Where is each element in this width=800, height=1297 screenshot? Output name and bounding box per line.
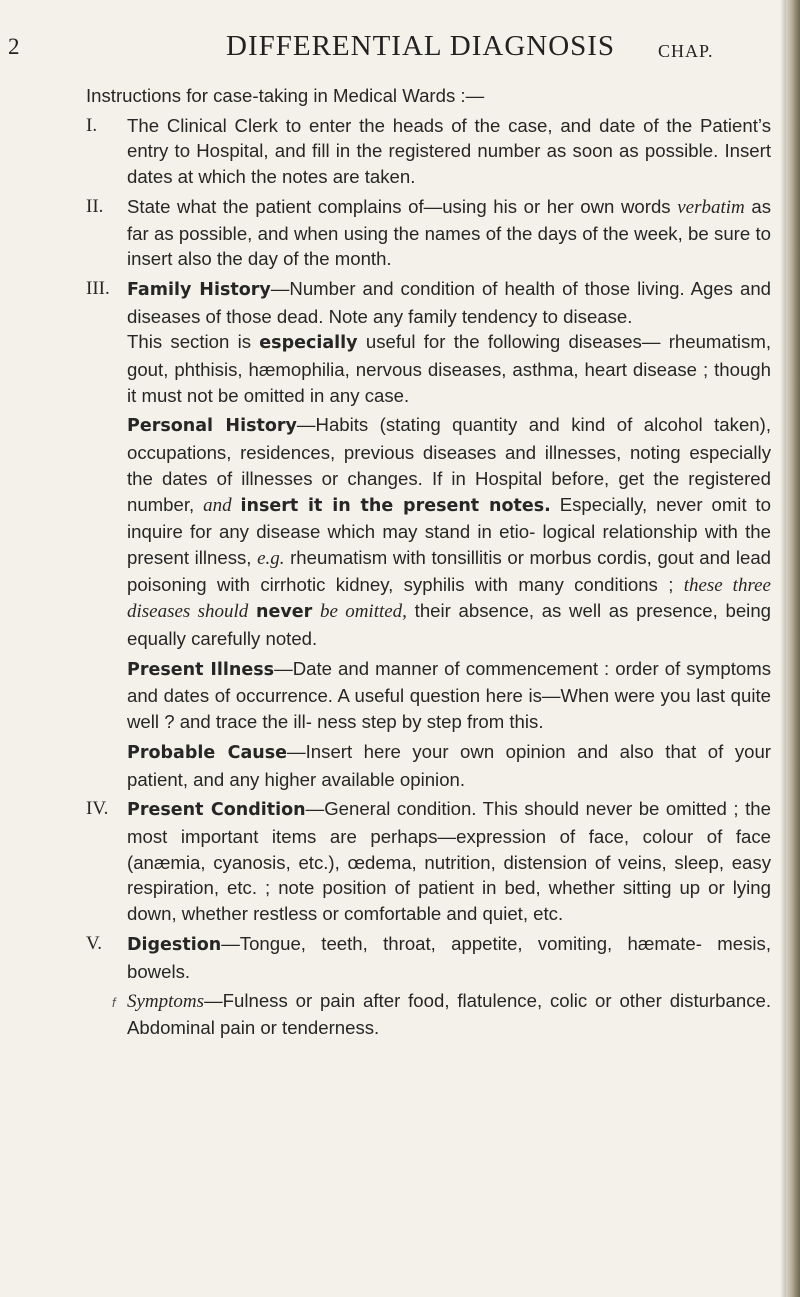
section-text: The Clinical Clerk to enter the heads of the case, and date of the Patient’s entry to Hospital, and fill in the registered number as soon as possible. Insert dates at which the notes are taken. — [127, 114, 771, 188]
section-text: —Habits (stating quantity and kind of alcohol taken), occupations, residences, previous diseases and illnesses, noting especially the dates of illnesses or changes. If in Hospital before, get the registered number, — [127, 414, 771, 515]
section-number: III. — [86, 277, 110, 299]
section-3 — [86, 276, 771, 409]
emphasis-word: especially — [259, 333, 358, 354]
stray-mark: f — [112, 995, 116, 1011]
section-text: State what the patient complains of—using his or her own words — [127, 195, 671, 217]
section-text: —Number and condition of health of those living. Ages and diseases of those dead. Note any family tendency to disease. — [127, 277, 771, 327]
section-text: Especially, never omit to inquire for any disease which may stand in etio- logical relationship with the present illness, — [127, 493, 772, 568]
italic-term: and — [203, 494, 232, 516]
section-text: their absence, as well as presence, being equally carefully noted. — [127, 600, 772, 650]
section-number: I. — [86, 114, 98, 136]
section-number: II. — [86, 195, 104, 217]
section-text: This section is — [127, 331, 252, 353]
section-text: —Insert here your own opinion and also that of your patient, and any higher available opinion. — [127, 740, 771, 790]
italic-term: e.g. — [257, 547, 285, 569]
page-edge — [786, 0, 800, 1297]
italic-term: Symptoms — [127, 991, 205, 1013]
symptoms-paragraph — [86, 988, 771, 1040]
section-text: —Date and manner of commencement : order of symptoms and dates of occurrence. A useful question here is—When were you last quite well ? and trace the ill- ness step by step from this. — [127, 657, 772, 733]
page-body — [86, 83, 771, 1041]
section-text: useful for the following diseases— rheumatism, gout, phthisis, hæmophilia, nervous diseases, asthma, heart disease ; though it must not be omitted in any case. — [127, 331, 771, 406]
section-heading: Probable Cause — [127, 742, 288, 763]
section-text: —Fulness or pain after food, flatulence, colic or other disturbance. Abdominal pain or tenderness. — [127, 990, 771, 1038]
page-number: 2 — [8, 34, 20, 59]
section-text: —Tongue, teeth, throat, appetite, vomiting, hæmate- mesis, bowels. — [127, 932, 771, 982]
page-header — [0, 20, 770, 70]
section-2 — [86, 194, 771, 272]
section-heading: Present Condition — [127, 800, 306, 821]
section-text: as far as possible, and when using the names of the days of the week, be sure to insert also the day of the month. — [127, 195, 771, 270]
running-title: DIFFERENTIAL DIAGNOSIS — [226, 30, 616, 62]
section-text: —General condition. This should never be omitted ; the most important items are perhaps—expression of face, colour of face (anæmia, cyanosis, etc.), œdema, nutrition, distension of veins, sleep, easy respiration, etc. ; note position of patient in bed, whether sitting up or lying down, whether restless or comfortable and quiet, etc. — [127, 798, 771, 925]
italic-term: verbatim — [677, 196, 745, 218]
probable-cause — [86, 739, 771, 792]
emphasis-word: never — [256, 602, 313, 623]
section-text: rheumatism with tonsillitis or morbus cordis, gout and lead poisoning with cirrhotic kidney, syphilis with many conditions ; — [127, 546, 771, 595]
section-heading: Digestion — [127, 934, 222, 955]
emphasis-phrase: insert it in the present notes. — [240, 495, 551, 516]
chapter-label: CHAP. — [658, 41, 714, 61]
section-4 — [86, 796, 771, 927]
section-number: IV. — [86, 798, 109, 820]
italic-term: these three diseases should — [127, 574, 771, 623]
section-number: V. — [86, 932, 103, 954]
present-illness — [86, 656, 771, 735]
section-5 — [86, 931, 771, 984]
section-heading: Present Illness — [127, 659, 275, 680]
personal-history — [86, 412, 771, 651]
intro-heading: Instructions for case-taking in Medical Wards :— — [86, 85, 485, 106]
section-1 — [86, 113, 771, 190]
section-heading: Family History — [127, 279, 271, 300]
italic-term: be omitted, — [319, 601, 407, 623]
section-heading: Personal History — [127, 416, 297, 437]
